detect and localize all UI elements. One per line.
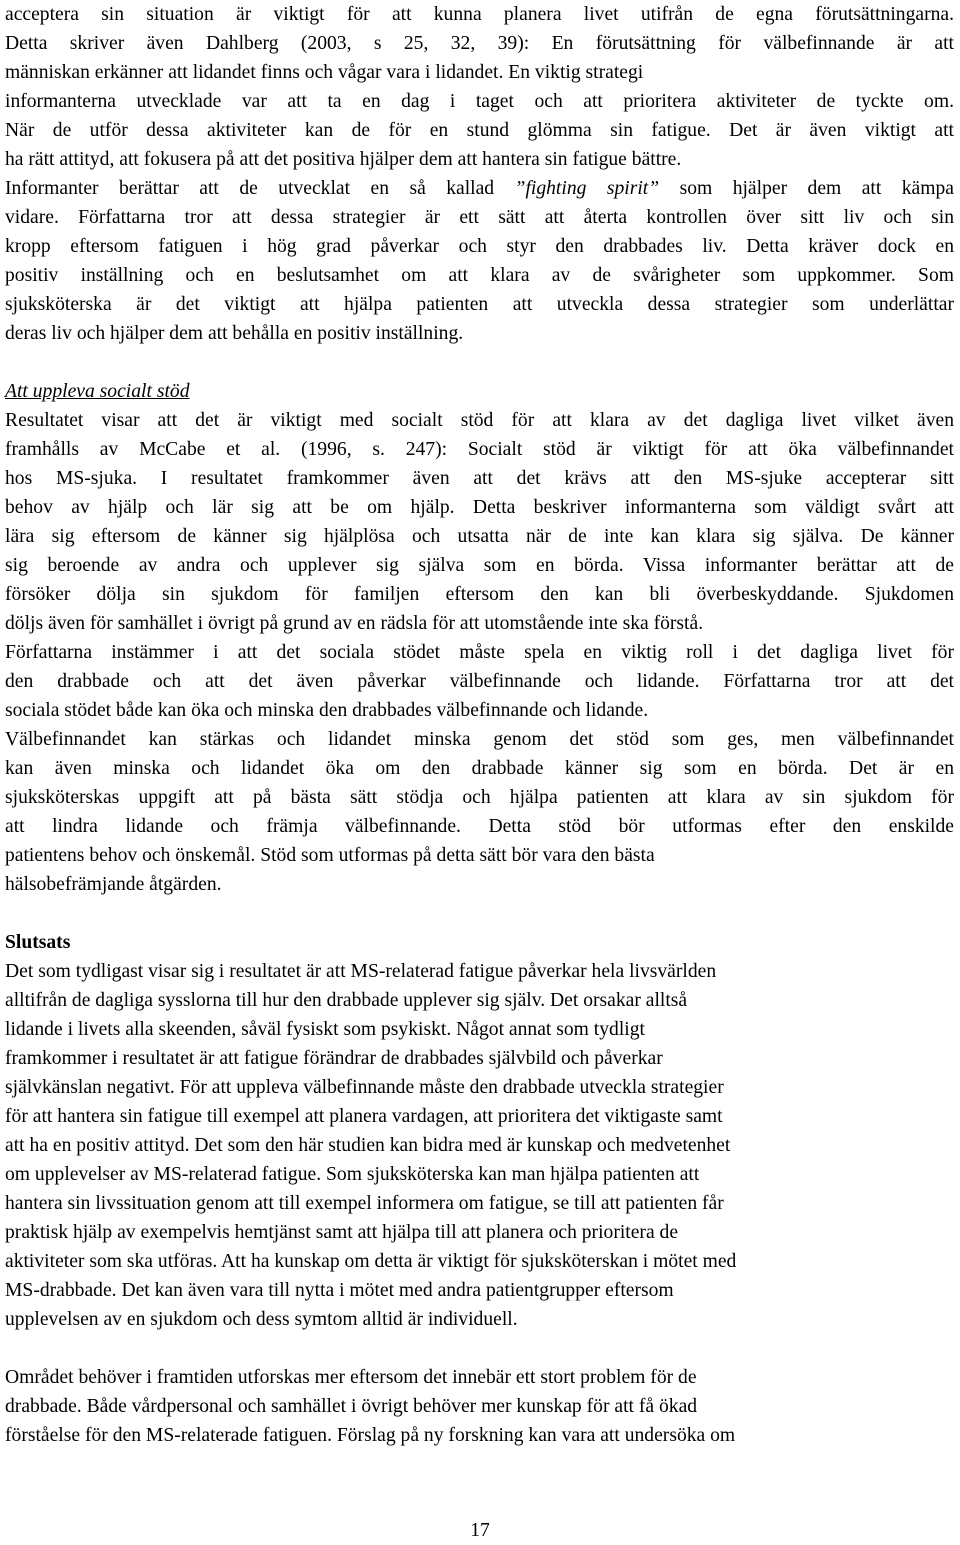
- text-line: döljs även för samhället i övrigt på grund av en rädsla för att utomstående inte ska förstå.: [5, 613, 704, 634]
- text-line: När de utför dessa aktiviteter kan de för en stund glömma sin fatigue. Det är även viktigt att: [5, 120, 954, 141]
- text-line: sjuksköterskas uppgift att på bästa sätt stödja och hjälpa patienten att klara av sin sjukdom för: [5, 787, 954, 808]
- text-line: hantera sin livssituation genom att till exempel informera om fatigue, se till att patienten får: [5, 1193, 724, 1214]
- text-line: vidare. Författarna tror att dessa strategier är ett sätt att återta kontrollen över sitt liv och sin: [5, 207, 954, 228]
- text-line: Resultatet visar att det är viktigt med socialt stöd för att klara av det dagliga livet vilket även: [5, 410, 954, 431]
- text-line: Det som tydligast visar sig i resultatet är att MS-relaterad fatigue påverkar hela livsvärlden: [5, 961, 717, 982]
- text-line: hos MS-sjuka. I resultatet framkommer även att det krävs att den MS-sjuke accepterar sitt: [5, 468, 954, 489]
- text-line: Området behöver i framtiden utforskas mer eftersom det innebär ett stort problem för de: [5, 1367, 697, 1388]
- text-line: informanterna utvecklade var att ta en dag i taget och att prioritera aktiviteter de tyckte om.: [5, 91, 954, 112]
- text-line: framkommer i resultatet är att fatigue förändrar de drabbades självbild och påverkar: [5, 1048, 663, 1069]
- page-number: 17: [470, 1520, 490, 1541]
- text-line: människan erkänner att lidandet finns och vågar vara i lidandet. En viktig strategi: [5, 62, 644, 83]
- section-heading-conclusion: Slutsats: [5, 932, 71, 953]
- text-line: försöker dölja sin sjukdom för familjen eftersom den kan bli överbeskyddande. Sjukdomen: [5, 584, 954, 605]
- text-line: att lindra lidande och främja välbefinnande. Detta stöd bör utformas efter den enskilde: [5, 816, 954, 837]
- text-line: alltifrån de dagliga sysslorna till hur den drabbade upplever sig själv. Det orsakar alltså: [5, 990, 688, 1011]
- text-line: den drabbade och att det även påverkar välbefinnande och lidande. Författarna tror att det: [5, 671, 954, 692]
- text-line: Välbefinnandet kan stärkas och lidandet minska genom det stöd som ges, men välbefinnandet: [5, 729, 954, 750]
- section-heading-social-support: Att uppleva socialt stöd: [5, 381, 190, 402]
- text-line: upplevelsen av en sjukdom och dess symtom alltid är individuell.: [5, 1309, 518, 1330]
- text-line: deras liv och hjälper dem att behålla en positiv inställning.: [5, 323, 464, 344]
- text-line: kan även minska och lidandet öka om den drabbade känner sig som en börda. Det är en: [5, 758, 954, 779]
- text-line: sjuksköterska är det viktigt att hjälpa patienten att utveckla dessa strategier som underlättar: [5, 294, 954, 315]
- text-line: kropp eftersom fatiguen i hög grad påverkar och styr den drabbades liv. Detta kräver dock en: [5, 236, 954, 257]
- text-line: acceptera sin situation är viktigt för att kunna planera livet utifrån de egna förutsättningarna.: [5, 4, 954, 25]
- text-line: patientens behov och önskemål. Stöd som utformas på detta sätt bör vara den bästa: [5, 845, 655, 866]
- text-line: [5, 174, 954, 203]
- text-line: behov av hjälp och lär sig att be om hjälp. Detta beskriver informanterna som väldigt svårt att: [5, 497, 954, 518]
- text-line: lära sig eftersom de känner sig hjälplösa och utsatta när de inte kan klara sig själva. De känner: [5, 526, 954, 547]
- text-line: framhålls av McCabe et al. (1996, s. 247): Socialt stöd är viktigt för att öka välbefinnandet: [5, 439, 954, 460]
- text-line: att ha en positiv attityd. Det som den här studien kan bidra med är kunskap och medvetenhet: [5, 1135, 731, 1156]
- text-line: för att hantera sin fatigue till exempel att planera vardagen, att prioritera det viktigaste samt: [5, 1106, 723, 1127]
- text-line: Författarna instämmer i att det sociala stödet måste spela en viktig roll i det dagliga livet för: [5, 642, 954, 663]
- text-line: Detta skriver även Dahlberg (2003, s 25, 32, 39): En förutsättning för välbefinnande är att: [5, 33, 954, 54]
- text-line: lidande i livets alla skeenden, såväl fysiskt som psykiskt. Något annat som tydligt: [5, 1019, 645, 1040]
- text-segment: som hjälper dem att kämpa: [659, 178, 954, 199]
- text-line: om upplevelser av MS-relaterad fatigue. Som sjuksköterska kan man hjälpa patienten att: [5, 1164, 700, 1185]
- text-line: sociala stödet både kan öka och minska den drabbades välbefinnande och lidande.: [5, 700, 649, 721]
- text-line: sig beroende av andra och upplever sig själva som en börda. Vissa informanter berättar att de: [5, 555, 954, 576]
- text-line: MS-drabbade. Det kan även vara till nytta i mötet med andra patientgrupper eftersom: [5, 1280, 674, 1301]
- text-segment: Informanter berättar att de utvecklat en så kallad: [5, 178, 515, 199]
- text-line: aktiviteter som ska utföras. Att ha kunskap om detta är viktigt för sjuksköterskan i mötet med: [5, 1251, 737, 1272]
- text-line: praktisk hjälp av exempelvis hemtjänst samt att hjälpa till att planera och prioritera de: [5, 1222, 679, 1243]
- text-line: positiv inställning och en beslutsamhet om att klara av de svårigheter som uppkommer. Som: [5, 265, 954, 286]
- text-line: självkänslan negativt. För att uppleva välbefinnande måste den drabbade utveckla strategier: [5, 1077, 724, 1098]
- text-line: ha rätt attityd, att fokusera på att det positiva hjälper dem att hantera sin fatigue bättre.: [5, 149, 682, 170]
- fighting-spirit-term: ”fighting spirit”: [514, 178, 660, 199]
- text-line: drabbade. Både vårdpersonal och samhället i övrigt behöver mer kunskap för att få ökad: [5, 1396, 698, 1417]
- text-line: förståelse för den MS-relaterade fatiguen. Förslag på ny forskning kan vara att undersöka om: [5, 1425, 736, 1446]
- text-line: hälsobefrämjande åtgärden.: [5, 874, 222, 895]
